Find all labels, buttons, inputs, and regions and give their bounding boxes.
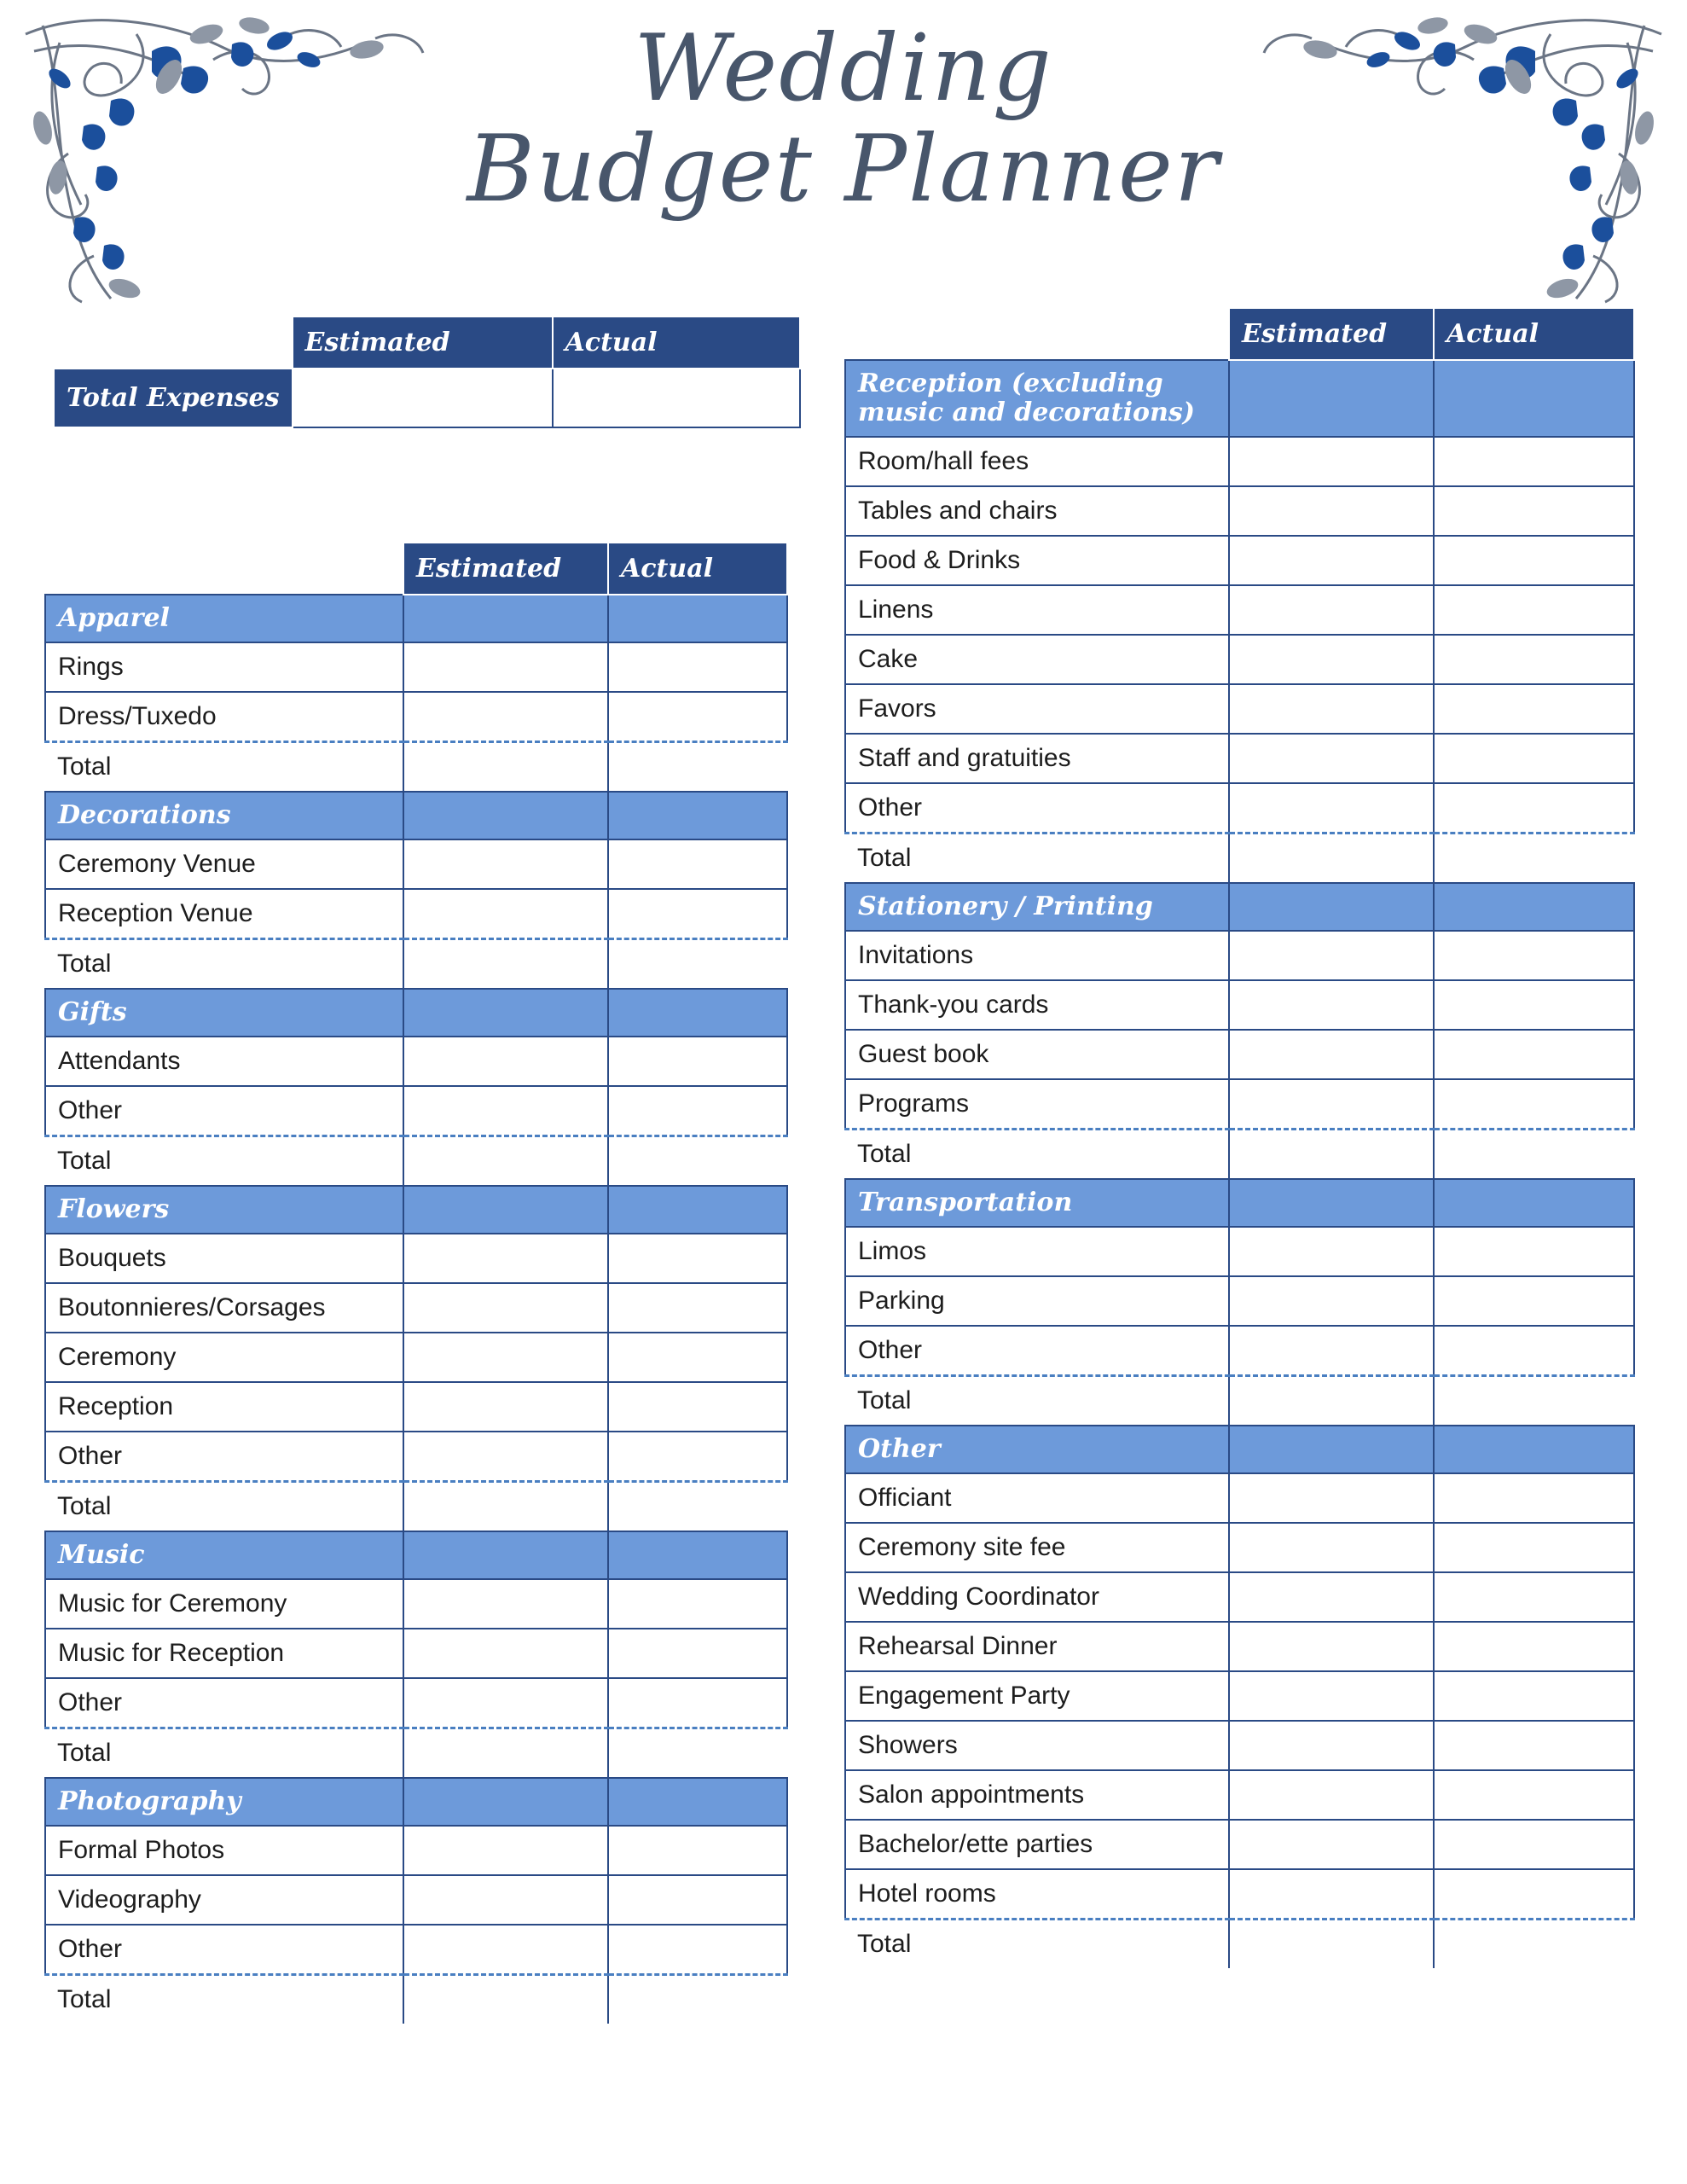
- section-total-label-flowers: Total: [45, 1482, 403, 1532]
- item-actual-input-other-wedding-coordinator[interactable]: [1434, 1572, 1634, 1622]
- section-total-estimated-music[interactable]: [403, 1728, 608, 1779]
- section-title-other: Other: [845, 1426, 1229, 1473]
- item-estimated-input-reception-excluding-music-and-decorations-food-drinks[interactable]: [1229, 536, 1434, 585]
- section-header-row: [845, 1179, 1634, 1227]
- section-total-actual-transportation[interactable]: [1434, 1376, 1634, 1426]
- section-estimated-reception-excluding-music-and-decorations: [1229, 360, 1434, 437]
- item-actual-input-photography-videography[interactable]: [608, 1875, 787, 1925]
- item-label-reception-excluding-music-and-decorations-linens: Linens: [845, 585, 1229, 635]
- table-row: [45, 1579, 787, 1629]
- item-actual-input-photography-formal-photos[interactable]: [608, 1826, 787, 1875]
- left-header-row: [45, 543, 787, 595]
- table-row: [45, 1678, 787, 1728]
- section-total-actual-music[interactable]: [608, 1728, 787, 1779]
- item-estimated-input-transportation-other[interactable]: [1229, 1326, 1434, 1376]
- table-row: [845, 1523, 1634, 1572]
- item-estimated-input-photography-other[interactable]: [403, 1925, 608, 1975]
- item-estimated-input-flowers-reception[interactable]: [403, 1382, 608, 1432]
- item-label-other-bachelor-ette-parties: Bachelor/ette parties: [845, 1820, 1229, 1869]
- item-label-decorations-reception-venue: Reception Venue: [45, 889, 403, 939]
- table-row: [45, 1925, 787, 1975]
- item-actual-input-reception-excluding-music-and-decorations-tables-and-chairs[interactable]: [1434, 486, 1634, 536]
- table-row: [845, 1227, 1634, 1276]
- item-label-flowers-ceremony: Ceremony: [45, 1333, 403, 1382]
- item-estimated-input-reception-excluding-music-and-decorations-other[interactable]: [1229, 783, 1434, 834]
- item-label-decorations-ceremony-venue: Ceremony Venue: [45, 839, 403, 889]
- item-actual-input-stationery-printing-programs[interactable]: [1434, 1079, 1634, 1130]
- item-estimated-input-decorations-ceremony-venue[interactable]: [403, 839, 608, 889]
- section-actual-gifts: [608, 989, 787, 1037]
- section-header-row: [45, 792, 787, 839]
- table-row: [845, 1869, 1634, 1920]
- item-actual-input-decorations-reception-venue[interactable]: [608, 889, 787, 939]
- section-title-gifts: Gifts: [45, 989, 403, 1037]
- item-actual-input-other-ceremony-site-fee[interactable]: [1434, 1523, 1634, 1572]
- table-row: [45, 1382, 787, 1432]
- section-title-transportation: Transportation: [845, 1179, 1229, 1227]
- item-actual-input-stationery-printing-thank-you-cards[interactable]: [1434, 980, 1634, 1030]
- section-total-row: [45, 939, 787, 990]
- item-label-reception-excluding-music-and-decorations-favors: Favors: [845, 684, 1229, 734]
- item-label-flowers-bouquets: Bouquets: [45, 1234, 403, 1283]
- section-total-estimated-transportation[interactable]: [1229, 1376, 1434, 1426]
- item-estimated-input-apparel-dress-tuxedo[interactable]: [403, 692, 608, 742]
- right-budget-table: [844, 307, 1635, 1968]
- section-total-actual-photography[interactable]: [608, 1975, 787, 2024]
- spacer-cell: [54, 317, 293, 369]
- item-actual-input-reception-excluding-music-and-decorations-favors[interactable]: [1434, 684, 1634, 734]
- table-row: [845, 1770, 1634, 1820]
- item-label-stationery-printing-guest-book: Guest book: [845, 1030, 1229, 1079]
- table-row: [45, 1234, 787, 1283]
- section-estimated-transportation: [1229, 1179, 1434, 1227]
- item-estimated-input-other-officiant[interactable]: [1229, 1473, 1434, 1523]
- section-total-estimated-decorations[interactable]: [403, 939, 608, 990]
- item-label-other-hotel-rooms: Hotel rooms: [845, 1869, 1229, 1920]
- item-label-reception-excluding-music-and-decorations-food-drinks: Food & Drinks: [845, 536, 1229, 585]
- table-row: [845, 1326, 1634, 1376]
- item-actual-input-apparel-dress-tuxedo[interactable]: [608, 692, 787, 742]
- item-label-flowers-reception: Reception: [45, 1382, 403, 1432]
- section-title-apparel: Apparel: [45, 595, 403, 642]
- item-estimated-input-other-showers[interactable]: [1229, 1721, 1434, 1770]
- item-actual-input-photography-other[interactable]: [608, 1925, 787, 1975]
- item-actual-input-reception-excluding-music-and-decorations-food-drinks[interactable]: [1434, 536, 1634, 585]
- table-row: [45, 1826, 787, 1875]
- item-label-gifts-attendants: Attendants: [45, 1037, 403, 1086]
- table-row: [845, 684, 1634, 734]
- section-total-row: [845, 834, 1634, 884]
- item-label-music-other: Other: [45, 1678, 403, 1728]
- table-row: [45, 1875, 787, 1925]
- section-total-estimated-photography[interactable]: [403, 1975, 608, 2024]
- section-title-photography: Photography: [45, 1778, 403, 1826]
- item-estimated-input-music-music-for-reception[interactable]: [403, 1629, 608, 1678]
- item-actual-input-apparel-rings[interactable]: [608, 642, 787, 692]
- item-estimated-input-flowers-other[interactable]: [403, 1432, 608, 1482]
- item-actual-input-reception-excluding-music-and-decorations-linens[interactable]: [1434, 585, 1634, 635]
- item-estimated-input-other-bachelor-ette-parties[interactable]: [1229, 1820, 1434, 1869]
- item-estimated-input-stationery-printing-thank-you-cards[interactable]: [1229, 980, 1434, 1030]
- item-label-stationery-printing-invitations: Invitations: [845, 931, 1229, 980]
- table-row: [845, 585, 1634, 635]
- item-estimated-input-transportation-limos[interactable]: [1229, 1227, 1434, 1276]
- table-row: [845, 536, 1634, 585]
- item-estimated-input-reception-excluding-music-and-decorations-favors[interactable]: [1229, 684, 1434, 734]
- item-actual-input-other-bachelor-ette-parties[interactable]: [1434, 1820, 1634, 1869]
- section-total-estimated-apparel[interactable]: [403, 742, 608, 793]
- item-estimated-input-other-salon-appointments[interactable]: [1229, 1770, 1434, 1820]
- item-label-other-ceremony-site-fee: Ceremony site fee: [845, 1523, 1229, 1572]
- item-estimated-input-reception-excluding-music-and-decorations-staff-and-gratuities[interactable]: [1229, 734, 1434, 783]
- item-label-reception-excluding-music-and-decorations-other: Other: [845, 783, 1229, 834]
- total-expenses-row: [54, 369, 800, 427]
- item-actual-input-transportation-limos[interactable]: [1434, 1227, 1634, 1276]
- section-actual-photography: [608, 1778, 787, 1826]
- section-total-estimated-other[interactable]: [1229, 1920, 1434, 1969]
- item-estimated-input-stationery-printing-programs[interactable]: [1229, 1079, 1434, 1130]
- item-label-music-music-for-ceremony: Music for Ceremony: [45, 1579, 403, 1629]
- section-title-reception-excluding-music-and-decorations: Reception (excluding music and decorations): [845, 360, 1229, 437]
- item-actual-input-stationery-printing-guest-book[interactable]: [1434, 1030, 1634, 1079]
- section-estimated-apparel: [403, 595, 608, 642]
- section-estimated-stationery-printing: [1229, 883, 1434, 931]
- item-estimated-input-reception-excluding-music-and-decorations-cake[interactable]: [1229, 635, 1434, 684]
- item-estimated-input-reception-excluding-music-and-decorations-linens[interactable]: [1229, 585, 1434, 635]
- item-estimated-input-photography-formal-photos[interactable]: [403, 1826, 608, 1875]
- item-label-gifts-other: Other: [45, 1086, 403, 1136]
- item-estimated-input-flowers-ceremony[interactable]: [403, 1333, 608, 1382]
- section-title-stationery-printing: Stationery / Printing: [845, 883, 1229, 931]
- item-actual-input-music-other[interactable]: [608, 1678, 787, 1728]
- section-title-music: Music: [45, 1531, 403, 1579]
- item-actual-input-flowers-reception[interactable]: [608, 1382, 787, 1432]
- item-label-transportation-limos: Limos: [845, 1227, 1229, 1276]
- section-estimated-flowers: [403, 1186, 608, 1234]
- table-row: [845, 1671, 1634, 1721]
- item-label-flowers-other: Other: [45, 1432, 403, 1482]
- item-actual-input-other-hotel-rooms[interactable]: [1434, 1869, 1634, 1920]
- total-expenses-header-row: [54, 317, 800, 369]
- section-total-actual-stationery-printing[interactable]: [1434, 1130, 1634, 1180]
- item-estimated-input-music-other[interactable]: [403, 1678, 608, 1728]
- item-label-flowers-boutonnieres-corsages: Boutonnieres/Corsages: [45, 1283, 403, 1333]
- item-actual-input-other-rehearsal-dinner[interactable]: [1434, 1622, 1634, 1671]
- table-row: [45, 1333, 787, 1382]
- section-total-label-gifts: Total: [45, 1136, 403, 1187]
- item-actual-input-flowers-boutonnieres-corsages[interactable]: [608, 1283, 787, 1333]
- item-estimated-input-other-wedding-coordinator[interactable]: [1229, 1572, 1434, 1622]
- table-row: [845, 486, 1634, 536]
- item-label-reception-excluding-music-and-decorations-room-hall-fees: Room/hall fees: [845, 437, 1229, 486]
- item-estimated-input-music-music-for-ceremony[interactable]: [403, 1579, 608, 1629]
- item-label-other-rehearsal-dinner: Rehearsal Dinner: [845, 1622, 1229, 1671]
- item-actual-input-other-officiant[interactable]: [1434, 1473, 1634, 1523]
- section-total-row: [45, 1482, 787, 1532]
- col-header-estimated: Estimated: [1229, 308, 1434, 360]
- item-label-apparel-rings: Rings: [45, 642, 403, 692]
- section-estimated-photography: [403, 1778, 608, 1826]
- section-total-estimated-stationery-printing[interactable]: [1229, 1130, 1434, 1180]
- section-total-label-other: Total: [845, 1920, 1229, 1969]
- section-actual-flowers: [608, 1186, 787, 1234]
- section-total-label-decorations: Total: [45, 939, 403, 990]
- section-total-row: [45, 1975, 787, 2024]
- item-actual-input-transportation-other[interactable]: [1434, 1326, 1634, 1376]
- table-row: [845, 635, 1634, 684]
- section-header-row: [45, 1186, 787, 1234]
- section-total-actual-apparel[interactable]: [608, 742, 787, 793]
- table-row: [45, 1283, 787, 1333]
- item-label-stationery-printing-programs: Programs: [845, 1079, 1229, 1130]
- item-estimated-input-stationery-printing-guest-book[interactable]: [1229, 1030, 1434, 1079]
- page-title: [0, 15, 1687, 223]
- table-row: [845, 1820, 1634, 1869]
- section-total-label-transportation: Total: [845, 1376, 1229, 1426]
- item-label-other-officiant: Officiant: [845, 1473, 1229, 1523]
- table-row: [845, 1276, 1634, 1326]
- item-actual-input-other-engagement-party[interactable]: [1434, 1671, 1634, 1721]
- table-row: [845, 1622, 1634, 1671]
- item-actual-input-flowers-ceremony[interactable]: [608, 1333, 787, 1382]
- item-estimated-input-gifts-attendants[interactable]: [403, 1037, 608, 1086]
- item-label-reception-excluding-music-and-decorations-cake: Cake: [845, 635, 1229, 684]
- table-row: [45, 642, 787, 692]
- table-row: [845, 980, 1634, 1030]
- table-row: [845, 783, 1634, 834]
- section-actual-decorations: [608, 792, 787, 839]
- item-label-reception-excluding-music-and-decorations-staff-and-gratuities: Staff and gratuities: [845, 734, 1229, 783]
- section-header-row: [845, 1426, 1634, 1473]
- item-label-other-salon-appointments: Salon appointments: [845, 1770, 1229, 1820]
- section-total-label-apparel: Total: [45, 742, 403, 793]
- section-total-row: [845, 1376, 1634, 1426]
- col-header-actual: Actual: [553, 317, 800, 369]
- item-actual-input-reception-excluding-music-and-decorations-cake[interactable]: [1434, 635, 1634, 684]
- section-actual-other: [1434, 1426, 1634, 1473]
- item-label-music-music-for-reception: Music for Reception: [45, 1629, 403, 1678]
- section-total-label-reception-excluding-music-and-decorations: Total: [845, 834, 1229, 884]
- item-estimated-input-flowers-boutonnieres-corsages[interactable]: [403, 1283, 608, 1333]
- item-actual-input-other-showers[interactable]: [1434, 1721, 1634, 1770]
- item-estimated-input-photography-videography[interactable]: [403, 1875, 608, 1925]
- item-estimated-input-decorations-reception-venue[interactable]: [403, 889, 608, 939]
- title-line-1: Wedding: [634, 15, 1053, 122]
- table-row: [45, 1037, 787, 1086]
- section-total-row: [845, 1130, 1634, 1180]
- total-expenses-actual-input[interactable]: [553, 369, 800, 427]
- item-estimated-input-other-rehearsal-dinner[interactable]: [1229, 1622, 1434, 1671]
- item-actual-input-gifts-attendants[interactable]: [608, 1037, 787, 1086]
- item-label-other-showers: Showers: [845, 1721, 1229, 1770]
- item-estimated-input-flowers-bouquets[interactable]: [403, 1234, 608, 1283]
- item-label-transportation-other: Other: [845, 1326, 1229, 1376]
- item-actual-input-gifts-other[interactable]: [608, 1086, 787, 1136]
- section-title-decorations: Decorations: [45, 792, 403, 839]
- right-header-row: [845, 308, 1634, 360]
- title-line-2: Budget Planner: [467, 116, 1220, 223]
- item-actual-input-other-salon-appointments[interactable]: [1434, 1770, 1634, 1820]
- section-total-actual-reception-excluding-music-and-decorations[interactable]: [1434, 834, 1634, 884]
- table-row: [45, 839, 787, 889]
- section-actual-apparel: [608, 595, 787, 642]
- item-actual-input-transportation-parking[interactable]: [1434, 1276, 1634, 1326]
- section-estimated-decorations: [403, 792, 608, 839]
- spacer-cell: [845, 308, 1229, 360]
- left-budget-table: [44, 542, 788, 2024]
- item-actual-input-reception-excluding-music-and-decorations-room-hall-fees[interactable]: [1434, 437, 1634, 486]
- item-actual-input-music-music-for-ceremony[interactable]: [608, 1579, 787, 1629]
- section-actual-music: [608, 1531, 787, 1579]
- table-row: [845, 1473, 1634, 1523]
- col-header-estimated: Estimated: [403, 543, 608, 595]
- item-actual-input-flowers-other[interactable]: [608, 1432, 787, 1482]
- item-label-other-engagement-party: Engagement Party: [845, 1671, 1229, 1721]
- table-row: [845, 734, 1634, 783]
- section-actual-reception-excluding-music-and-decorations: [1434, 360, 1634, 437]
- item-estimated-input-reception-excluding-music-and-decorations-room-hall-fees[interactable]: [1229, 437, 1434, 486]
- item-estimated-input-stationery-printing-invitations[interactable]: [1229, 931, 1434, 980]
- item-actual-input-stationery-printing-invitations[interactable]: [1434, 931, 1634, 980]
- section-total-row: [45, 1728, 787, 1779]
- total-expenses-table: [53, 316, 801, 428]
- table-row: [845, 1030, 1634, 1079]
- item-estimated-input-reception-excluding-music-and-decorations-tables-and-chairs[interactable]: [1229, 486, 1434, 536]
- col-header-actual: Actual: [608, 543, 787, 595]
- section-total-estimated-flowers[interactable]: [403, 1482, 608, 1532]
- section-header-row: [845, 883, 1634, 931]
- section-header-row: [845, 360, 1634, 437]
- item-label-transportation-parking: Parking: [845, 1276, 1229, 1326]
- spacer-cell: [45, 543, 403, 595]
- table-row: [45, 1629, 787, 1678]
- table-row: [45, 889, 787, 939]
- section-total-label-music: Total: [45, 1728, 403, 1779]
- table-row: [845, 931, 1634, 980]
- table-row: [45, 1086, 787, 1136]
- section-total-estimated-reception-excluding-music-and-decorations[interactable]: [1229, 834, 1434, 884]
- section-actual-stationery-printing: [1434, 883, 1634, 931]
- section-total-row: [45, 1136, 787, 1187]
- item-estimated-input-other-ceremony-site-fee[interactable]: [1229, 1523, 1434, 1572]
- item-label-reception-excluding-music-and-decorations-tables-and-chairs: Tables and chairs: [845, 486, 1229, 536]
- section-total-label-photography: Total: [45, 1975, 403, 2024]
- item-actual-input-decorations-ceremony-venue[interactable]: [608, 839, 787, 889]
- table-row: [845, 1572, 1634, 1622]
- total-expenses-label: Total Expenses: [54, 369, 293, 427]
- section-estimated-other: [1229, 1426, 1434, 1473]
- section-total-row: [845, 1920, 1634, 1969]
- section-header-row: [45, 989, 787, 1037]
- section-estimated-music: [403, 1531, 608, 1579]
- section-total-estimated-gifts[interactable]: [403, 1136, 608, 1187]
- section-total-actual-flowers[interactable]: [608, 1482, 787, 1532]
- section-total-actual-gifts[interactable]: [608, 1136, 787, 1187]
- col-header-estimated: Estimated: [293, 317, 553, 369]
- section-header-row: [45, 1531, 787, 1579]
- table-row: [845, 1079, 1634, 1130]
- item-label-apparel-dress-tuxedo: Dress/Tuxedo: [45, 692, 403, 742]
- item-label-photography-videography: Videography: [45, 1875, 403, 1925]
- item-actual-input-reception-excluding-music-and-decorations-staff-and-gratuities[interactable]: [1434, 734, 1634, 783]
- section-total-actual-decorations[interactable]: [608, 939, 787, 990]
- section-total-actual-other[interactable]: [1434, 1920, 1634, 1969]
- item-estimated-input-gifts-other[interactable]: [403, 1086, 608, 1136]
- item-estimated-input-apparel-rings[interactable]: [403, 642, 608, 692]
- item-estimated-input-other-engagement-party[interactable]: [1229, 1671, 1434, 1721]
- item-label-photography-formal-photos: Formal Photos: [45, 1826, 403, 1875]
- item-label-photography-other: Other: [45, 1925, 403, 1975]
- item-actual-input-flowers-bouquets[interactable]: [608, 1234, 787, 1283]
- section-header-row: [45, 1778, 787, 1826]
- table-row: [845, 1721, 1634, 1770]
- table-row: [845, 437, 1634, 486]
- item-label-stationery-printing-thank-you-cards: Thank-you cards: [845, 980, 1229, 1030]
- section-estimated-gifts: [403, 989, 608, 1037]
- section-total-row: [45, 742, 787, 793]
- item-estimated-input-transportation-parking[interactable]: [1229, 1276, 1434, 1326]
- item-label-other-wedding-coordinator: Wedding Coordinator: [845, 1572, 1229, 1622]
- col-header-actual: Actual: [1434, 308, 1634, 360]
- item-estimated-input-other-hotel-rooms[interactable]: [1229, 1869, 1434, 1920]
- item-actual-input-reception-excluding-music-and-decorations-other[interactable]: [1434, 783, 1634, 834]
- section-actual-transportation: [1434, 1179, 1634, 1227]
- table-row: [45, 1432, 787, 1482]
- section-header-row: [45, 595, 787, 642]
- item-actual-input-music-music-for-reception[interactable]: [608, 1629, 787, 1678]
- section-total-label-stationery-printing: Total: [845, 1130, 1229, 1180]
- section-title-flowers: Flowers: [45, 1186, 403, 1234]
- total-expenses-estimated-input[interactable]: [293, 369, 553, 427]
- table-row: [45, 692, 787, 742]
